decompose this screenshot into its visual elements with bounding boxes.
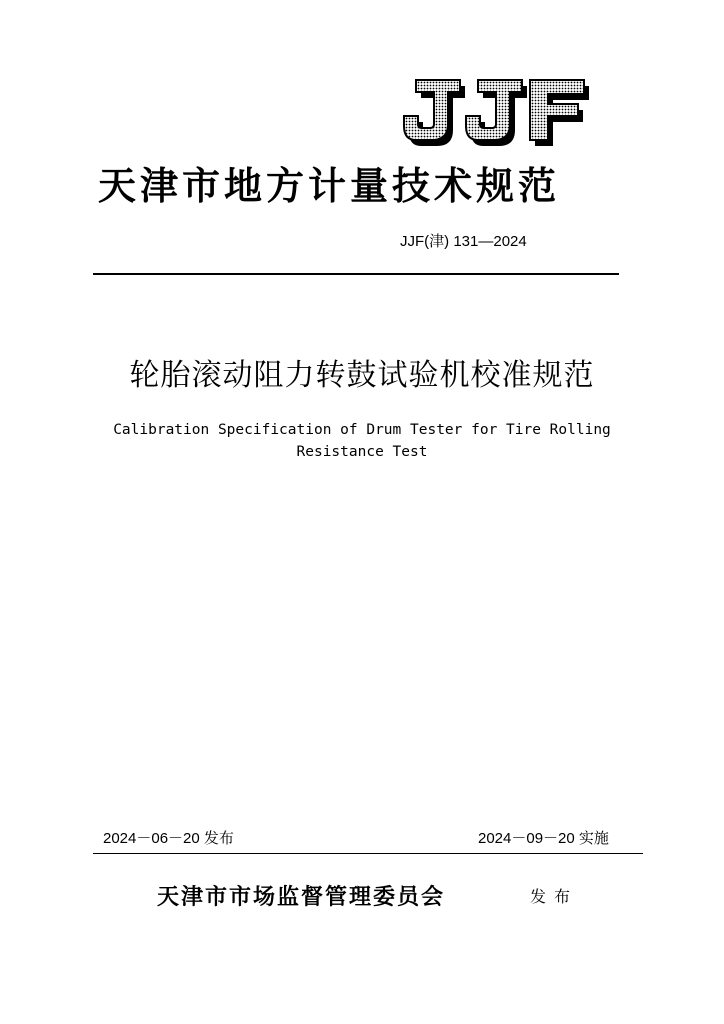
english-title-line-2: Resistance Test: [296, 444, 428, 460]
english-title-line-1: Calibration Specification of Drum Tester for Tire Rolling: [113, 422, 611, 438]
document-title-english: [0, 419, 724, 463]
organization-title: 天津市地方计量技术规范: [98, 163, 561, 208]
document-title-chinese: 轮胎滚动阻力转鼓试验机校准规范: [129, 358, 595, 393]
document-code: JJF(津) 131—2024: [400, 233, 527, 250]
publish-label: 发布: [530, 887, 579, 906]
issue-date: 2024－06－20 发布: [103, 830, 234, 847]
jjf-logo-graphic: [402, 78, 592, 150]
implementation-date: 2024－09－20 实施: [478, 830, 609, 847]
footer-divider: [93, 853, 643, 854]
jjf-logo: [402, 78, 592, 150]
publisher-name: 天津市市场监督管理委员会: [157, 884, 446, 910]
header-divider: [93, 273, 619, 275]
